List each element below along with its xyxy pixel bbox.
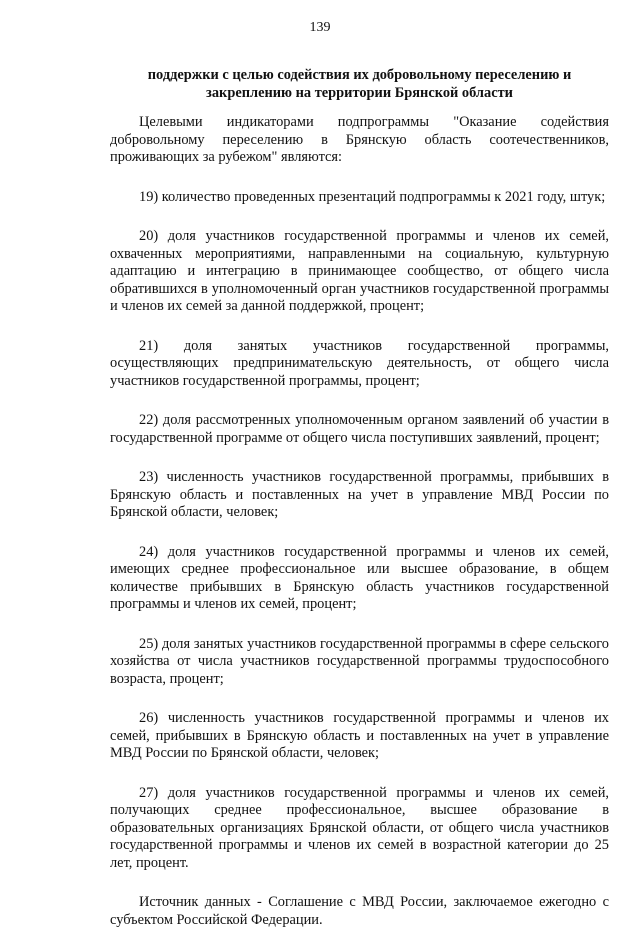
indicator-item-27: 27) доля участников государственной программы и членов их семей, получающих среднее профессиональное, высшее образование в образовательных организациях Брянской области, от общего числа участников государственной программы и членов их семей в возрастной категории до 25 лет, процент. xyxy=(110,784,609,871)
body-text xyxy=(110,114,609,929)
section-heading: поддержки с целью содействия их добровольному переселению и закреплению на территории Брянской области xyxy=(147,67,572,101)
indicator-item-22: 22) доля рассмотренных уполномоченным органом заявлений об участии в государственной программе от общего числа поступивших заявлений, процент; xyxy=(110,412,609,446)
indicator-item-21: 21) доля занятых участников государственной программы, осуществляющих предпринимательскую деятельность, от общего числа участников государственной программы, процент; xyxy=(110,337,609,389)
indicator-item-26: 26) численность участников государственной программы и членов их семей, прибывших в Брянскую область и поставленных на учет в управление МВД России по Брянской области, человек; xyxy=(110,710,609,761)
indicator-item-24: 24) доля участников государственной программы и членов их семей, имеющих среднее профессиональное или высшее образование, в общем количестве прибывших в Брянскую область участников государственной программы и членов их семей, процент; xyxy=(110,543,609,612)
indicator-item-23: 23) численность участников государственной программы, прибывших в Брянскую область и поставленных на учет в управление МВД России по Брянской области, человек; xyxy=(110,469,609,520)
indicator-item-25: 25) доля занятых участников государственной программы в сфере сельского хозяйства от числа участников государственной программы трудоспособного возраста, процент; xyxy=(110,635,609,687)
intro-paragraph: Целевыми индикаторами подпрограммы "Оказание содействия добровольному переселению в Брянскую область соотечественников, проживающих за рубежом" являются: xyxy=(110,114,609,165)
data-source-paragraph: Источник данных - Соглашение с МВД России, заключаемое ежегодно с субъектом Российской Федерации. xyxy=(110,894,609,928)
indicator-item-19: 19) количество проведенных презентаций подпрограммы к 2021 году, штук; xyxy=(139,188,606,205)
indicator-item-20: 20) доля участников государственной программы и членов их семей, охваченных мероприятиями, направленными на социальную, культурную адаптацию и интеграцию в принимающее сообщество, от общего числа обратившихся в уполномоченный орган участников государственной программы и членов их семей за данной поддержкой, процент; xyxy=(110,228,609,314)
page-number: 139 xyxy=(309,20,331,35)
